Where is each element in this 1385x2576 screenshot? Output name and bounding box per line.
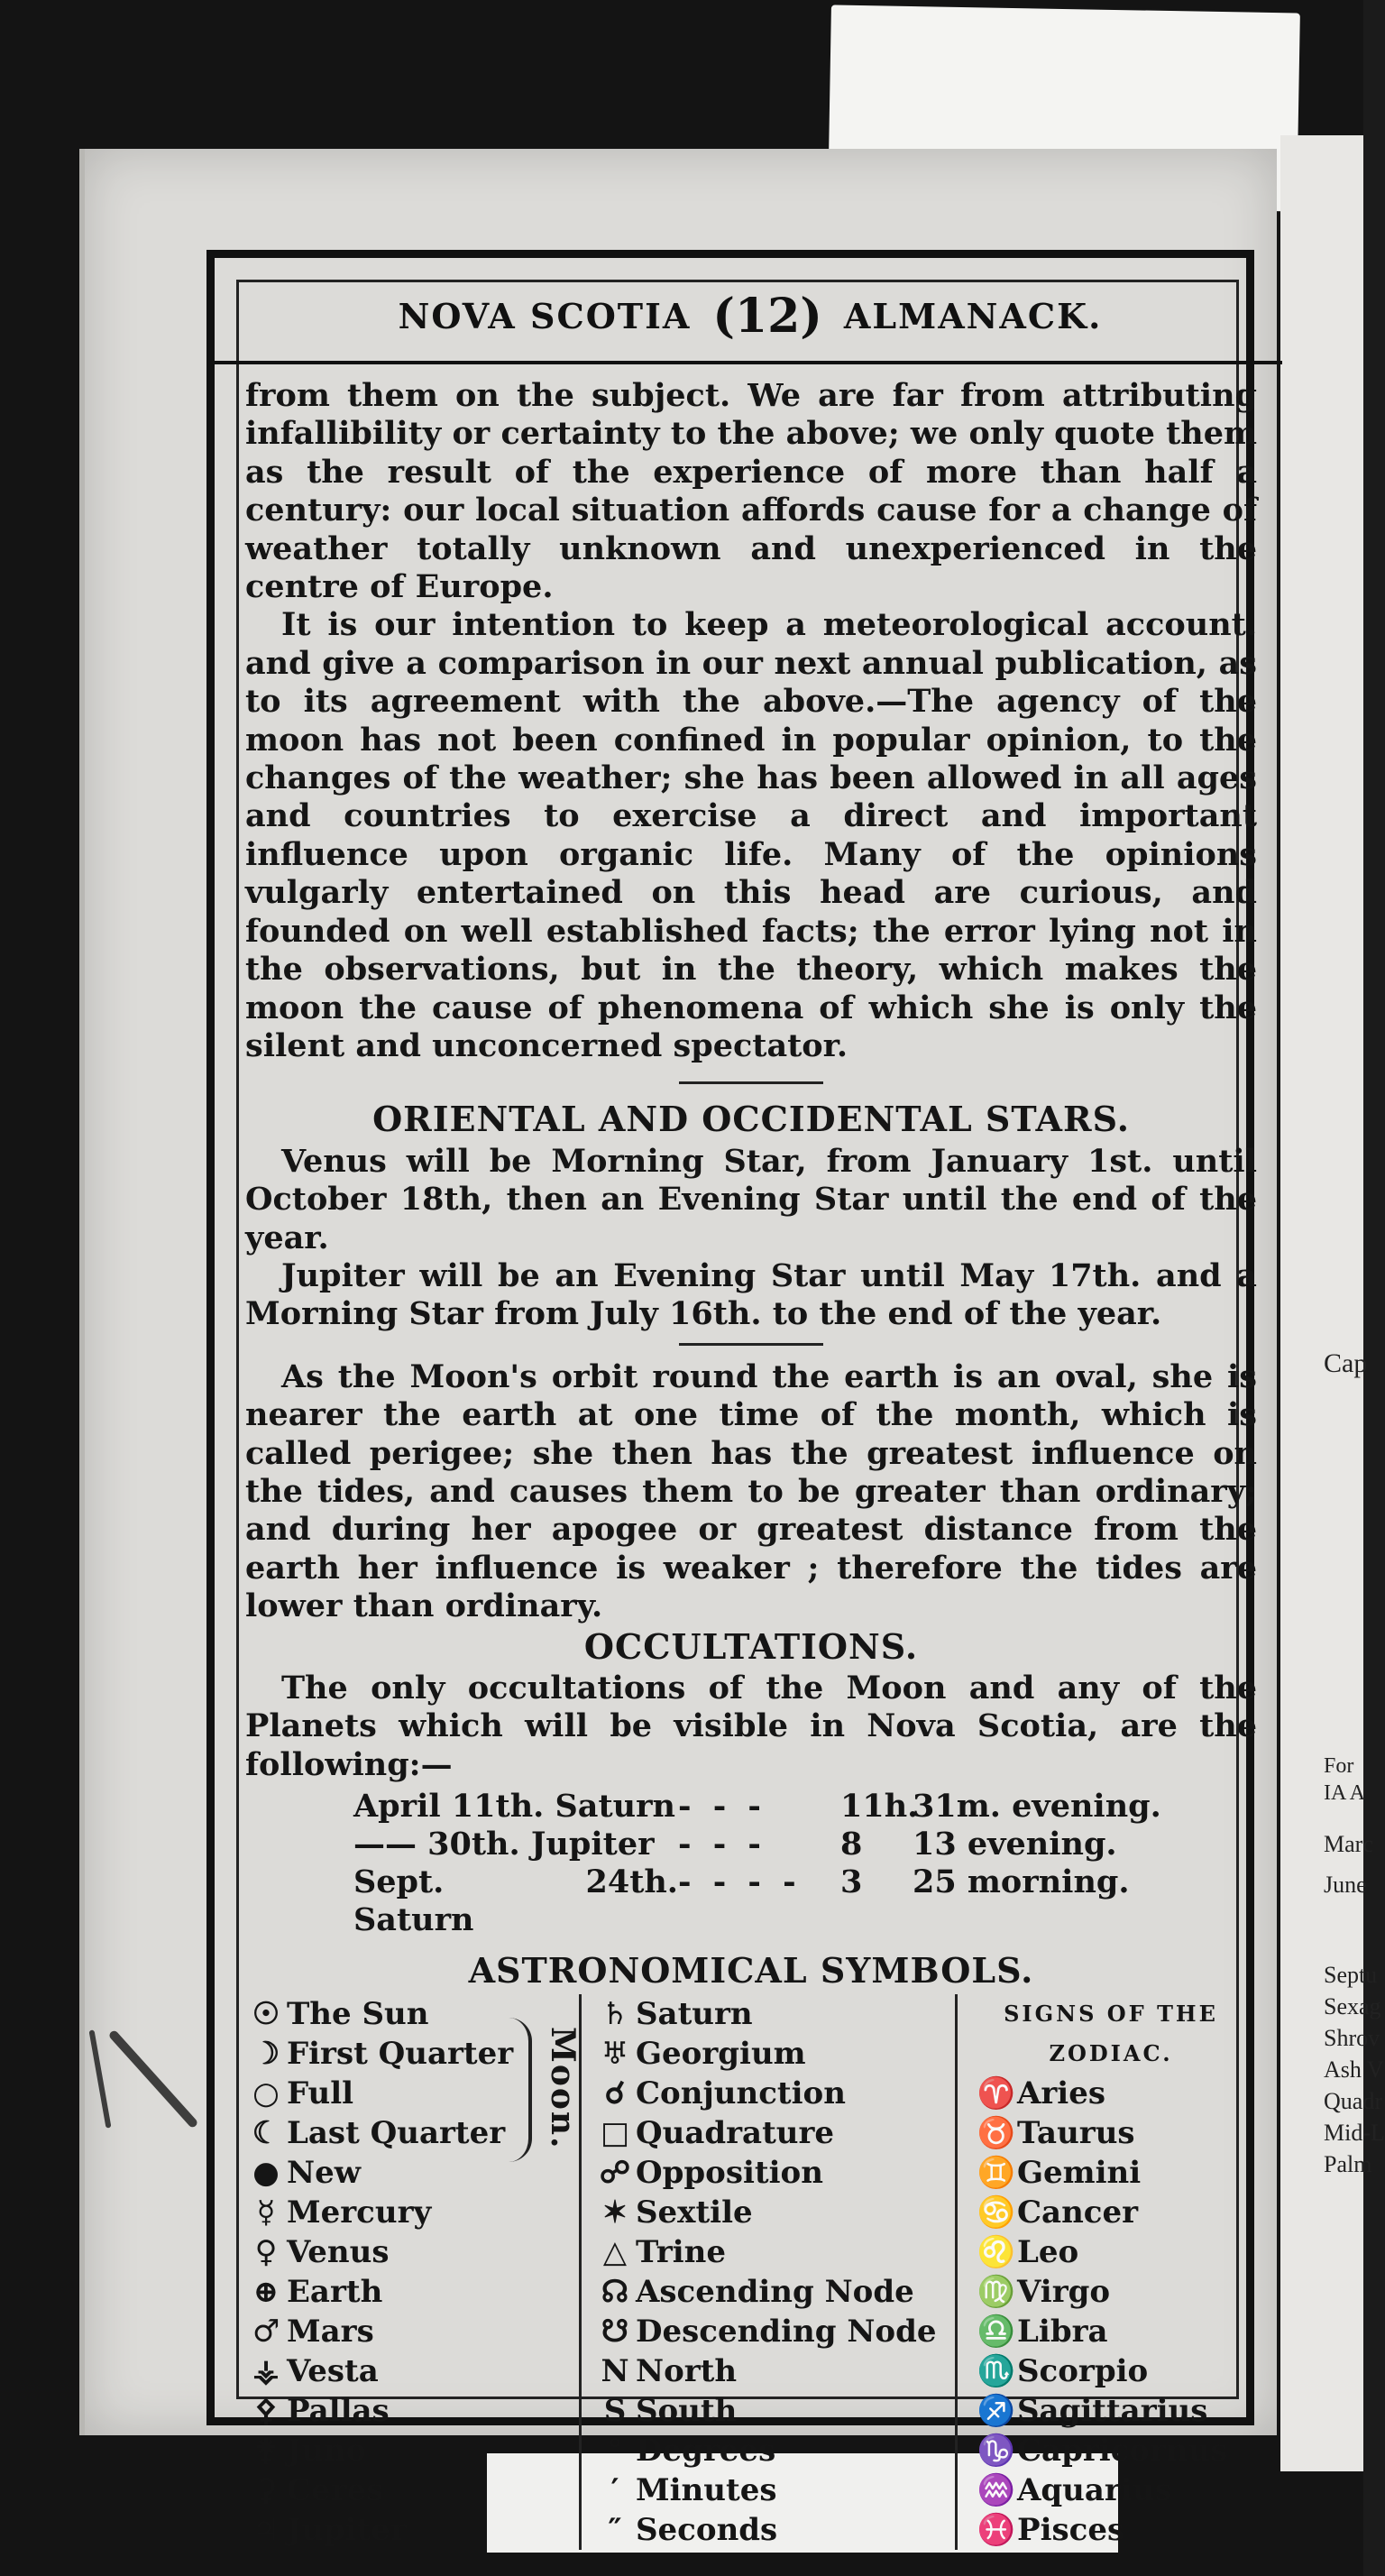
section-divider xyxy=(679,1081,823,1084)
symbol-name: Gemini xyxy=(1017,2154,1142,2191)
intro-paragraph: It is our intention to keep a meteorological account. and give a comparison in our next annual publication, as to its agreement with the above.—The agency of the moon has not been confined in popular opinion, to the changes of the weather; she has been allowed in all ages and countries to exercise a direct and important influence upon organic life. Many of the opinions vulgarly entertained on this head are curious, and founded on well established facts; the error lying not in the observations, but in the theory, which makes the moon the cause of phenomena of which she is only the silent and unconcerned spectator. xyxy=(245,606,1257,1064)
symbol-row xyxy=(245,2312,579,2351)
next-page-fragment: For xyxy=(1324,1754,1354,1778)
symbol-row xyxy=(976,2272,1246,2312)
symbols-title: ASTRONOMICAL SYMBOLS. xyxy=(468,1950,1034,1992)
symbol-name: Saturn xyxy=(636,1995,753,2032)
symbol-glyph-icon: ☋ xyxy=(601,2313,629,2350)
symbol-name: Last Quarter xyxy=(287,2114,506,2151)
symbol-glyph-icon: ♑ xyxy=(977,2432,1016,2469)
symbol-name: Quadrature xyxy=(636,2114,835,2151)
symbol-name: Conjunction xyxy=(636,2075,846,2111)
symbol-glyph-icon: S xyxy=(603,2392,627,2429)
symbol-name: Sagittarius xyxy=(1017,2392,1208,2429)
symbols-table xyxy=(245,1994,1257,2550)
symbol-row xyxy=(245,2431,579,2470)
occultations-table xyxy=(353,1788,1257,1939)
header-right: ALMANACK. xyxy=(843,295,1103,336)
symbols-column-bodies xyxy=(245,1994,582,2550)
symbol-row xyxy=(594,2272,955,2312)
next-page-fragment: Marc xyxy=(1324,1831,1373,1857)
symbol-name: Leo xyxy=(1017,2233,1079,2270)
symbol-row xyxy=(594,2153,955,2193)
symbol-glyph-icon: ✶ xyxy=(601,2194,628,2231)
moon-brace xyxy=(509,2018,532,2162)
symbol-row xyxy=(594,2232,955,2272)
symbol-glyph-icon: ♃ xyxy=(252,2511,280,2548)
header-rule xyxy=(209,361,1282,364)
symbol-row xyxy=(594,2113,955,2153)
symbol-name: Aries xyxy=(1017,2075,1105,2111)
symbol-name: Trine xyxy=(636,2233,727,2270)
next-page-fragment: Cap xyxy=(1324,1348,1368,1378)
next-page-fragment: Quadr xyxy=(1324,2088,1382,2114)
symbol-row xyxy=(976,2391,1246,2431)
symbol-glyph-icon: ♍ xyxy=(977,2273,1016,2310)
next-page-fragment: Palm xyxy=(1324,2151,1372,2177)
symbol-row xyxy=(594,2351,955,2391)
moon-orbit-paragraph: As the Moon's orbit round the earth is an oval, she is nearer the earth at one time of the month, which is called perigee; she then has the greatest influence on the tides, and causes them to be greater than ordinary; and during her apogee or greatest distance from the earth her influence is weaker ; therefore the tides are lower than ordinary. xyxy=(245,1357,1257,1625)
symbol-glyph-icon: ♏ xyxy=(977,2352,1016,2389)
zodiac-heading: SIGNS OF THE xyxy=(1004,2000,1218,2027)
symbol-name: Libra xyxy=(1017,2313,1108,2350)
symbol-name: Ascending Node xyxy=(636,2273,914,2310)
symbol-row xyxy=(594,2074,955,2113)
symbol-name: Mercury xyxy=(287,2194,432,2231)
symbol-row xyxy=(594,2391,955,2431)
symbol-glyph-icon: ♒ xyxy=(977,2471,1016,2508)
symbol-glyph-icon: ⚳ xyxy=(254,2471,278,2508)
symbol-row xyxy=(245,2470,579,2510)
symbol-row xyxy=(245,2272,579,2312)
symbol-name: Vesta xyxy=(287,2352,379,2389)
symbol-glyph-icon: ⚵ xyxy=(254,2432,278,2469)
symbol-glyph-icon: ♂ xyxy=(252,2313,280,2350)
symbol-name: Pisces xyxy=(1017,2511,1125,2548)
symbol-glyph-icon: ♋ xyxy=(977,2194,1016,2231)
symbol-name: Descending Node xyxy=(636,2313,937,2350)
symbol-glyph-icon: ☾ xyxy=(252,2114,280,2151)
symbol-glyph-icon: ☍ xyxy=(599,2154,631,2191)
next-page-fragment: Sexag xyxy=(1324,1993,1381,2019)
next-page-fragment: June xyxy=(1324,1872,1367,1898)
symbol-name: Cancer xyxy=(1017,2194,1139,2231)
symbol-glyph-icon: N xyxy=(601,2352,629,2389)
occultation-row: Sept. 24th. Saturn - - - - 3 25 morning. xyxy=(353,1863,1130,1939)
symbol-row xyxy=(245,2153,579,2193)
symbol-name: First Quarter xyxy=(287,2035,514,2072)
symbol-row xyxy=(594,2312,955,2351)
symbol-glyph-icon: ☊ xyxy=(601,2273,629,2310)
symbol-row xyxy=(976,2232,1246,2272)
symbol-name: Georgium xyxy=(636,2035,806,2072)
symbol-name: Earth xyxy=(287,2273,383,2310)
symbol-glyph-icon: ☿ xyxy=(256,2194,276,2231)
symbol-glyph-icon: ♐ xyxy=(977,2392,1016,2429)
symbol-glyph-icon: ♓ xyxy=(977,2511,1016,2548)
symbol-name: Minutes xyxy=(636,2471,777,2508)
next-page-fragment: IA A xyxy=(1324,1781,1366,1805)
symbol-name: Full xyxy=(287,2075,354,2111)
symbol-name: South xyxy=(636,2392,738,2429)
stars-title: ORIENTAL AND OCCIDENTAL STARS. xyxy=(372,1099,1130,1140)
symbol-name: Juno xyxy=(287,2432,367,2469)
symbol-glyph-icon: ⊕ xyxy=(252,2273,280,2310)
symbol-name: Capricornus xyxy=(1017,2432,1228,2469)
symbol-name: North xyxy=(636,2352,738,2389)
symbol-glyph-icon: ☉ xyxy=(252,1995,280,2032)
symbol-row xyxy=(594,2034,955,2074)
symbol-row xyxy=(245,2351,579,2391)
occultations-title: OCCULTATIONS. xyxy=(583,1625,919,1667)
moon-label: Moon. xyxy=(544,2026,582,2150)
symbols-column-zodiac xyxy=(955,1994,1246,2550)
symbol-glyph-icon: ⚶ xyxy=(252,2352,280,2389)
symbol-row xyxy=(594,1994,955,2034)
symbol-name: Virgo xyxy=(1017,2273,1111,2310)
symbol-glyph-icon: ☌ xyxy=(604,2075,626,2111)
symbol-glyph-icon: ″ xyxy=(608,2511,622,2548)
symbol-glyph-icon: ○ xyxy=(252,2075,280,2111)
symbol-glyph-icon: ♅ xyxy=(601,2035,629,2072)
page-body xyxy=(245,377,1257,2550)
symbol-row xyxy=(976,2074,1246,2113)
jupiter-paragraph: Jupiter will be an Evening Star until May 17th. and a Morning Star from July 16th. to the end of the year. xyxy=(245,1256,1257,1333)
running-header xyxy=(242,280,1259,352)
symbol-row xyxy=(245,1994,579,2034)
symbol-glyph-icon: ♈ xyxy=(977,2075,1016,2111)
symbol-name: Aquarius xyxy=(1017,2471,1172,2508)
symbol-name: Scorpio xyxy=(1017,2352,1149,2389)
adjacent-page-edge xyxy=(1280,135,1385,2471)
symbol-row xyxy=(245,2193,579,2232)
symbol-glyph-icon: ♄ xyxy=(601,1995,629,2032)
symbol-glyph-icon: ☽ xyxy=(252,2035,280,2072)
header-left: NOVA SCOTIA xyxy=(398,295,692,336)
symbol-row xyxy=(976,2351,1246,2391)
symbol-glyph-icon: ° xyxy=(607,2432,623,2469)
symbol-name: Opposition xyxy=(636,2154,823,2191)
section-divider xyxy=(679,1343,823,1346)
symbol-row xyxy=(976,2510,1246,2550)
next-page-fragment: Shrov xyxy=(1324,2025,1380,2051)
symbol-glyph-icon: ♎ xyxy=(977,2313,1016,2350)
symbol-name: Sextile xyxy=(636,2194,753,2231)
symbol-row xyxy=(594,2431,955,2470)
next-page-fragment: Ash V xyxy=(1324,2056,1384,2083)
symbol-name: Seconds xyxy=(636,2511,778,2548)
symbol-row xyxy=(594,2193,955,2232)
symbol-glyph-icon: △ xyxy=(602,2233,628,2270)
symbol-name: The Sun xyxy=(287,1995,429,2032)
symbol-row xyxy=(976,2113,1246,2153)
symbol-glyph-icon: □ xyxy=(600,2114,630,2151)
zodiac-heading: ZODIAC. xyxy=(1049,2039,1173,2066)
symbol-row xyxy=(976,2431,1246,2470)
occultation-row: —— 30th. Jupiter - - - 8 13 evening. xyxy=(353,1826,1117,1863)
symbols-column-aspects xyxy=(579,1994,955,2550)
symbol-name: Venus xyxy=(287,2233,390,2270)
symbol-name: Pallas xyxy=(287,2392,390,2429)
symbol-row xyxy=(976,2193,1246,2232)
symbol-name: Ceres xyxy=(287,2471,384,2508)
symbol-row xyxy=(245,2510,579,2550)
symbol-name: New xyxy=(287,2154,361,2191)
symbol-glyph-icon: ♉ xyxy=(977,2114,1016,2151)
symbol-row xyxy=(594,2510,955,2550)
symbol-glyph-icon: ♌ xyxy=(977,2233,1016,2270)
symbol-row xyxy=(976,2470,1246,2510)
symbol-glyph-icon: ♀ xyxy=(254,2233,278,2270)
symbol-row xyxy=(245,2391,579,2431)
symbol-row xyxy=(594,2470,955,2510)
symbol-glyph-icon: ⚴ xyxy=(254,2392,278,2429)
symbol-glyph-icon: ′ xyxy=(610,2471,619,2508)
symbol-name: Jupiter xyxy=(287,2511,407,2548)
symbol-glyph-icon: ♊ xyxy=(977,2154,1016,2191)
symbol-glyph-icon: ● xyxy=(252,2154,280,2191)
intro-paragraph: from them on the subject. We are far from attributing infallibility or certainty to the above; we only quote them as the result of the experience of more than half a century: our local situation affords cause for a change of weather totally unknown and unexperienced in the centre of Europe. xyxy=(245,377,1257,606)
symbol-name: Degrees xyxy=(636,2432,776,2469)
symbol-row xyxy=(245,2232,579,2272)
venus-paragraph: Venus will be Morning Star, from January 1st. until October 18th, then an Evening Star until the end of the year. xyxy=(245,1142,1257,1256)
symbol-name: Taurus xyxy=(1017,2114,1135,2151)
symbol-name: Mars xyxy=(287,2313,374,2350)
occultation-row: April 11th. Saturn - - - 11h. 31m. evening. xyxy=(353,1788,1161,1826)
next-page-fragment: Septu xyxy=(1324,1962,1378,1988)
next-page-fragment: Mid-L xyxy=(1324,2120,1385,2146)
symbol-row xyxy=(976,2312,1246,2351)
occultations-intro: The only occultations of the Moon and any of the Planets which will be visible in Nova Scotia, are the following:— xyxy=(245,1670,1257,1783)
symbol-row xyxy=(976,2153,1246,2193)
page-number: (12) xyxy=(712,288,822,344)
